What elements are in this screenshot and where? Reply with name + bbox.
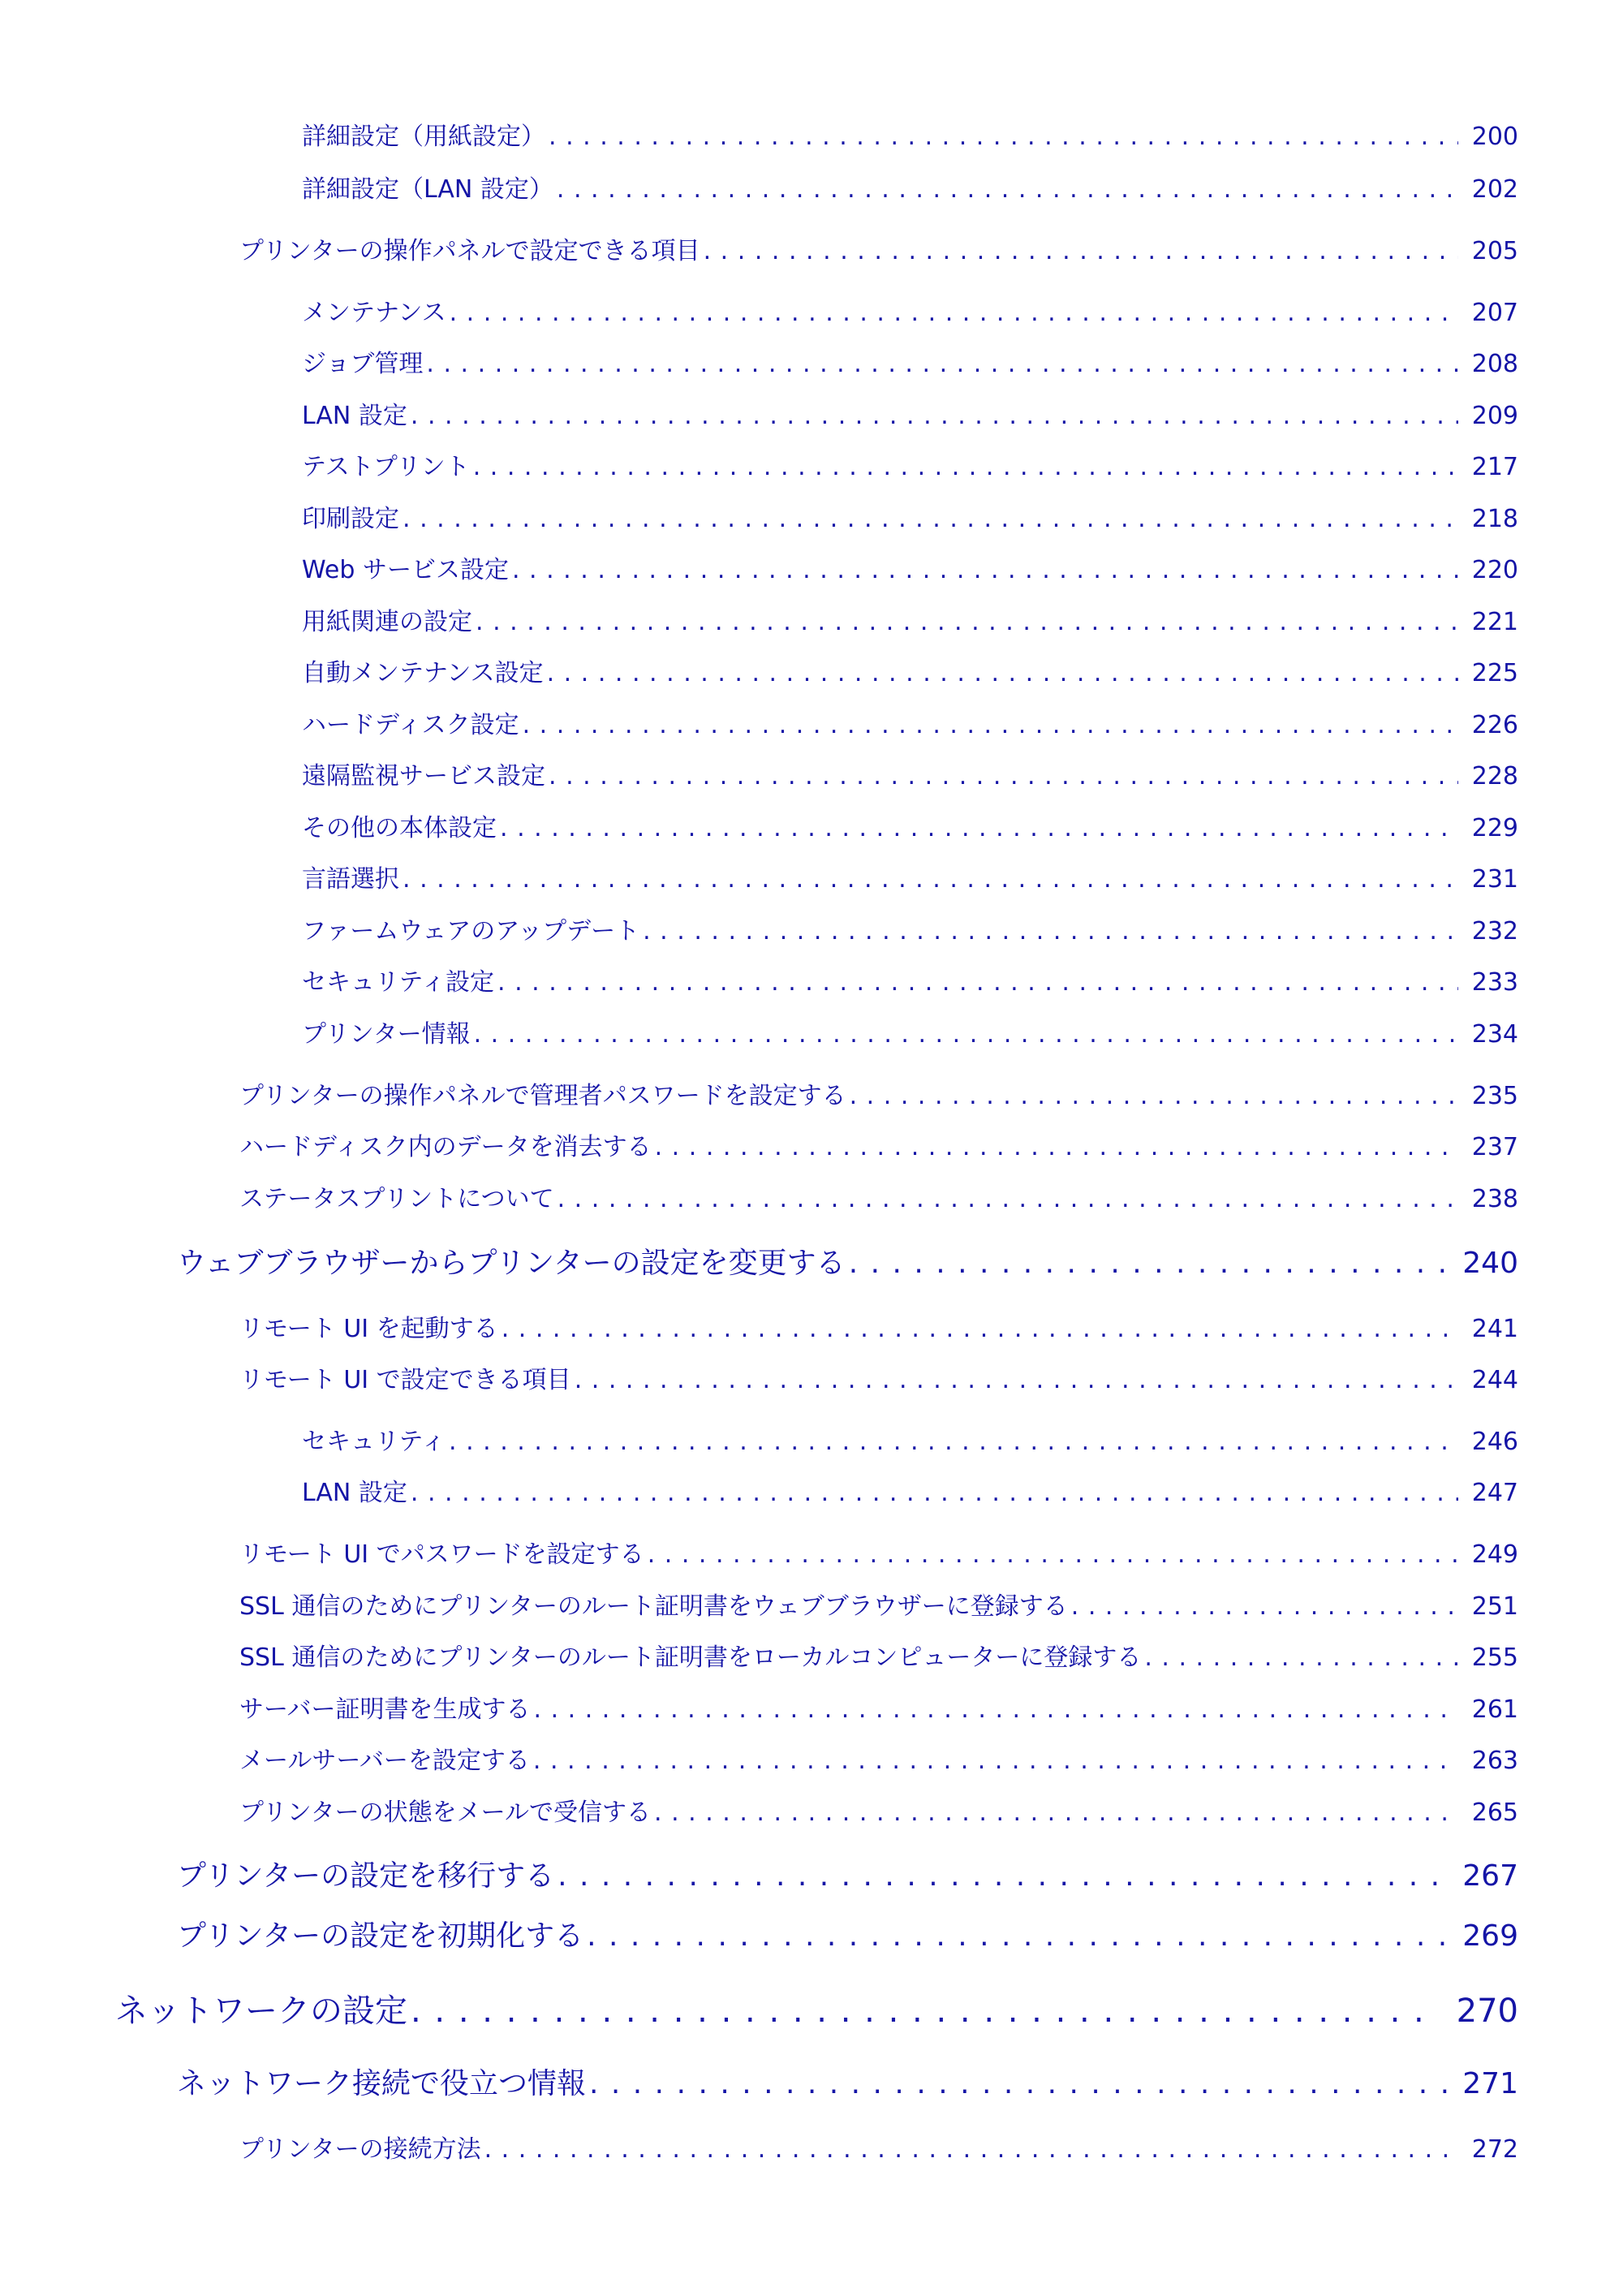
toc-leader-dots — [533, 1746, 1458, 1777]
toc-leader-dots — [497, 967, 1458, 998]
toc-leader-dots — [587, 1919, 1449, 1954]
toc-entry-label: テストプリント — [302, 453, 470, 481]
toc-entry-label: ハードディスク設定 — [302, 711, 519, 739]
toc-entry[interactable] — [302, 1427, 1518, 1458]
toc-entry-page: 232 — [1471, 917, 1518, 946]
toc-entry-label: ハードディスク内のデータを消去する — [239, 1133, 652, 1161]
toc-entry-page: 220 — [1471, 556, 1518, 584]
toc-entry-label: プリンターの操作パネルで設定できる項目 — [239, 237, 700, 265]
toc-entry-page: 241 — [1471, 1315, 1518, 1343]
toc-entry-page: 200 — [1471, 123, 1518, 151]
toc-entry[interactable] — [302, 916, 1518, 947]
toc-entry-page: 265 — [1471, 1798, 1518, 1827]
toc-entry-page: 228 — [1471, 762, 1518, 790]
toc-leader-dots — [411, 1990, 1439, 2032]
toc-entry-label: LAN 設定 — [302, 402, 407, 430]
toc-entry-page: 261 — [1471, 1695, 1518, 1724]
toc-entry-page: 226 — [1471, 711, 1518, 739]
toc-entry-label: その他の本体設定 — [302, 814, 497, 842]
toc-entry[interactable] — [302, 174, 1518, 205]
toc-entry-label: リモート UI で設定できる項目 — [239, 1366, 571, 1394]
toc-entry[interactable] — [177, 1246, 1518, 1282]
toc-leader-dots — [589, 2066, 1449, 2102]
toc-entry[interactable] — [239, 1081, 1518, 1112]
toc-entry-label: プリンター情報 — [302, 1020, 471, 1049]
toc-entry-page: 217 — [1471, 453, 1518, 481]
toc-entry[interactable] — [239, 1746, 1518, 1777]
toc-leader-dots — [558, 1859, 1449, 1894]
toc-leader-dots — [473, 452, 1458, 483]
toc-entry-page: 205 — [1471, 237, 1518, 265]
toc-entry[interactable] — [302, 1019, 1518, 1050]
toc-leader-dots — [403, 504, 1458, 535]
toc-entry-label: ジョブ管理 — [302, 350, 424, 378]
toc-leader-dots — [484, 2134, 1458, 2165]
toc-leader-dots — [502, 1314, 1458, 1345]
toc-entry-page: 218 — [1471, 505, 1518, 533]
toc-entry[interactable] — [177, 2066, 1518, 2102]
toc-entry-label: ネットワークの設定 — [115, 1992, 407, 2030]
toc-entry-page: 249 — [1471, 1540, 1518, 1569]
toc-leader-dots — [654, 1798, 1458, 1829]
toc-entry-page: 270 — [1456, 1992, 1518, 2030]
toc-leader-dots — [655, 1132, 1458, 1163]
toc-leader-dots — [1144, 1643, 1458, 1674]
toc-entry[interactable] — [302, 710, 1518, 741]
toc-entry-label: リモート UI を起動する — [239, 1315, 498, 1343]
toc-entry-page: 246 — [1471, 1428, 1518, 1456]
toc-entry-label: ステータスプリントについて — [239, 1185, 554, 1213]
toc-leader-dots — [643, 916, 1458, 947]
toc-entry-page: 240 — [1462, 1247, 1518, 1280]
toc-entry-label: セキュリティ設定 — [302, 968, 494, 997]
toc-entry[interactable] — [302, 298, 1518, 329]
toc-entry[interactable] — [302, 504, 1518, 535]
toc-leader-dots — [704, 236, 1458, 267]
toc-entry-label: プリンターの接続方法 — [239, 2135, 481, 2164]
toc-entry[interactable] — [239, 1643, 1518, 1674]
toc-entry-page: 267 — [1462, 1859, 1518, 1893]
toc-entry[interactable] — [302, 864, 1518, 895]
toc-entry-page: 238 — [1471, 1185, 1518, 1213]
toc-leader-dots — [648, 1540, 1458, 1570]
toc-leader-dots — [449, 1427, 1458, 1458]
toc-entry-page: 233 — [1471, 968, 1518, 997]
toc-leader-dots — [426, 349, 1458, 380]
toc-entry-label: LAN 設定 — [302, 1479, 407, 1507]
toc-entry[interactable] — [239, 1184, 1518, 1215]
toc-entry-page: 229 — [1471, 814, 1518, 842]
toc-entry-label: 自動メンテナンス設定 — [302, 659, 544, 687]
toc-leader-dots — [450, 298, 1458, 329]
toc-entry-page: 237 — [1471, 1133, 1518, 1161]
toc-entry-label: リモート UI でパスワードを設定する — [239, 1540, 644, 1569]
toc-entry[interactable] — [115, 1990, 1518, 2032]
toc-entry-page: 221 — [1471, 608, 1518, 636]
toc-entry[interactable] — [239, 1798, 1518, 1829]
toc-entry[interactable] — [302, 452, 1518, 483]
toc-leader-dots — [557, 174, 1458, 205]
toc-entry-label: プリンターの設定を移行する — [177, 1859, 555, 1893]
toc-entry-page: 251 — [1471, 1592, 1518, 1621]
toc-entry[interactable] — [302, 967, 1518, 998]
toc-entry-page: 244 — [1471, 1366, 1518, 1394]
toc-leader-dots — [558, 1184, 1458, 1215]
toc-entry[interactable] — [302, 349, 1518, 380]
toc-entry[interactable] — [239, 1540, 1518, 1570]
toc-entry-page: 207 — [1471, 299, 1518, 327]
toc-entry[interactable] — [302, 658, 1518, 689]
toc-leader-dots — [547, 658, 1458, 689]
toc-entry-label: Web サービス設定 — [302, 556, 509, 584]
toc-leader-dots — [474, 1019, 1458, 1050]
toc-entry-label: セキュリティ — [302, 1428, 446, 1456]
toc-leader-dots — [411, 1478, 1458, 1509]
toc-entry-label: 印刷設定 — [302, 505, 399, 533]
toc-entry-label: 言語選択 — [302, 865, 399, 894]
toc-entry[interactable] — [177, 1859, 1518, 1894]
toc-entry[interactable] — [239, 1695, 1518, 1725]
toc-entry-page: 255 — [1471, 1643, 1518, 1672]
toc-leader-dots — [549, 122, 1458, 153]
toc-entry-page: 247 — [1471, 1479, 1518, 1507]
toc-entry-label: メールサーバーを設定する — [239, 1747, 530, 1775]
toc-entry-label: ウェブブラウザーからプリンターの設定を変更する — [177, 1247, 846, 1280]
toc-entry[interactable] — [239, 1592, 1518, 1622]
toc-entry-page: 263 — [1471, 1747, 1518, 1775]
toc-entry-page: 271 — [1462, 2067, 1518, 2100]
toc-entry[interactable] — [239, 1314, 1518, 1345]
toc-entry[interactable] — [302, 1478, 1518, 1509]
toc-entry-page: 272 — [1471, 2135, 1518, 2164]
toc-entry-page: 231 — [1471, 865, 1518, 894]
toc-entry[interactable] — [239, 1365, 1518, 1396]
toc-leader-dots — [523, 710, 1458, 741]
toc-entry-label: ネットワーク接続で役立つ情報 — [177, 2067, 587, 2100]
toc-entry-label: 詳細設定（LAN 設定） — [302, 175, 553, 204]
toc-leader-dots — [411, 401, 1458, 432]
toc-entry-label: メンテナンス — [302, 299, 446, 327]
toc-entry[interactable] — [239, 1132, 1518, 1163]
toc-entry[interactable] — [302, 813, 1518, 844]
toc-leader-dots — [500, 813, 1458, 844]
toc-entry-page: 209 — [1471, 402, 1518, 430]
toc-entry-label: 用紙関連の設定 — [302, 608, 472, 636]
toc-leader-dots — [1071, 1592, 1458, 1622]
toc-entry-label: プリンターの状態をメールで受信する — [239, 1798, 651, 1827]
toc-leader-dots — [476, 607, 1458, 638]
toc-entry-page: 235 — [1471, 1082, 1518, 1110]
toc-leader-dots — [403, 864, 1458, 895]
toc-entry-label: サーバー証明書を生成する — [239, 1695, 531, 1724]
toc-leader-dots — [849, 1246, 1449, 1282]
toc-entry-page: 208 — [1471, 350, 1518, 378]
toc-entry-label: SSL 通信のためにプリンターのルート証明書をローカルコンピューターに登録する — [239, 1643, 1142, 1672]
toc-entry-label: 遠隔監視サービス設定 — [302, 762, 545, 790]
toc-entry-label: ファームウェアのアップデート — [302, 917, 640, 946]
toc-entry[interactable] — [302, 761, 1518, 792]
toc-entry[interactable] — [239, 236, 1518, 267]
toc-entry[interactable] — [302, 122, 1518, 153]
toc-entry-page: 225 — [1471, 659, 1518, 687]
toc-entry-page: 269 — [1462, 1919, 1518, 1953]
toc-entry-page: 234 — [1471, 1020, 1518, 1049]
toc-leader-dots — [850, 1081, 1458, 1112]
toc-leader-dots — [512, 555, 1458, 586]
toc-entry-label: SSL 通信のためにプリンターのルート証明書をウェブブラウザーに登録する — [239, 1592, 1068, 1621]
toc-entry-label: プリンターの設定を初期化する — [177, 1919, 584, 1953]
toc-entry[interactable] — [177, 1919, 1518, 1954]
toc-entry[interactable] — [302, 401, 1518, 432]
toc-leader-dots — [575, 1365, 1458, 1396]
toc-entry[interactable] — [239, 2134, 1518, 2165]
toc-leader-dots — [534, 1695, 1459, 1725]
toc-entry-page: 202 — [1471, 175, 1518, 204]
toc-entry[interactable] — [302, 607, 1518, 638]
toc-leader-dots — [549, 761, 1458, 792]
toc-entry[interactable] — [302, 555, 1518, 586]
toc-entry-label: 詳細設定（用紙設定） — [302, 123, 545, 151]
toc-entry-label: プリンターの操作パネルで管理者パスワードを設定する — [239, 1082, 846, 1110]
